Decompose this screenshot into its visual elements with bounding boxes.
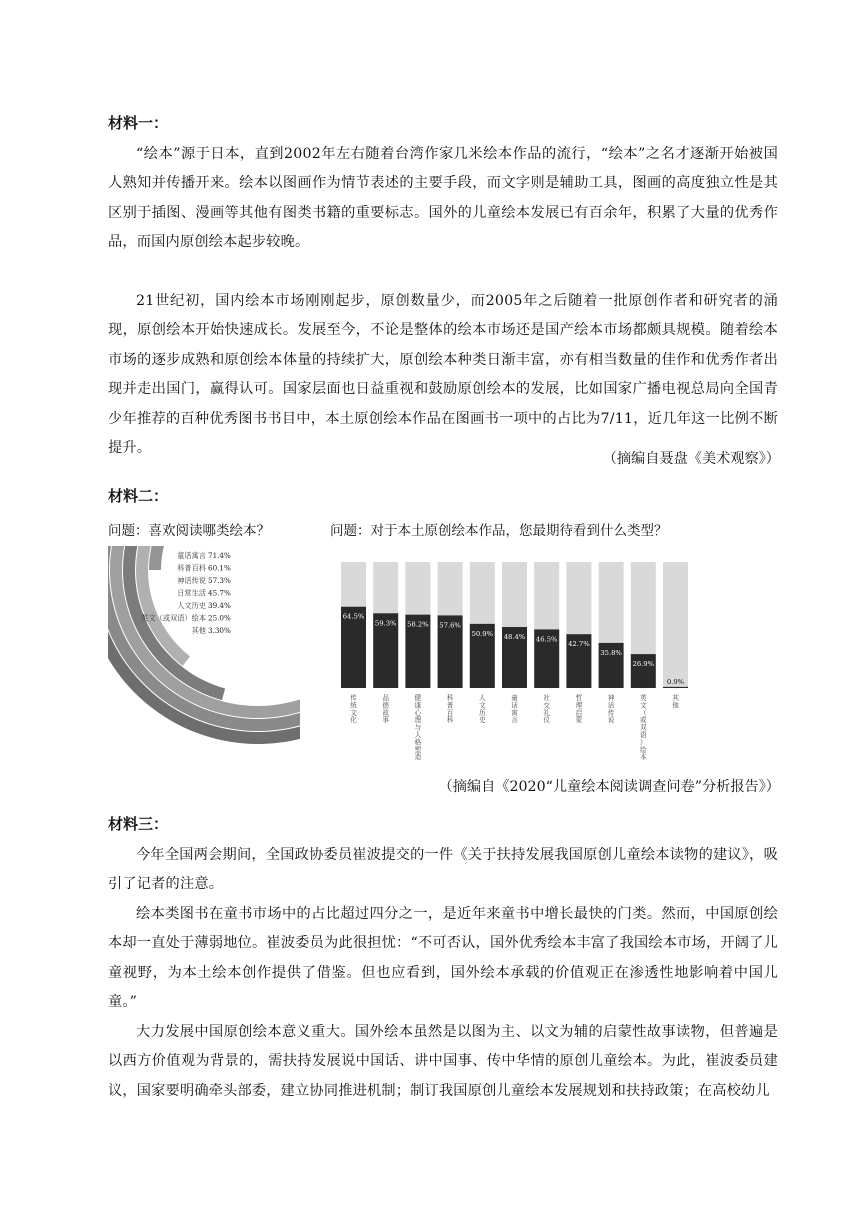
bar-category-label-char: 健	[414, 694, 422, 702]
bar-category-label-char: 英	[640, 694, 647, 702]
bar-category-label-char: 寓	[511, 708, 518, 717]
bar-category-label-char: 语	[640, 731, 647, 739]
bar-category-label-char: 话	[511, 701, 518, 710]
material2-source: （摘编自《2020“儿童绘本阅读调查问卷”分析报告》）	[438, 779, 780, 795]
bar-category-label-char: 双	[640, 723, 647, 732]
bar-category-label-char: 理	[414, 716, 422, 725]
question-2: 问题：对于本土原创绘本作品，您最期待看到什么类型？	[330, 523, 668, 539]
radial-value-label: 57.3%	[208, 576, 231, 585]
bar-value-label: 64.5%	[342, 612, 365, 621]
bar-category-label-char: 历	[479, 708, 486, 717]
radial-value-label: 39.4%	[208, 601, 231, 610]
question-1: 问题：喜欢阅读哪类绘本？	[108, 523, 270, 539]
bar-chart	[336, 558, 694, 764]
bar-value-label: 58.2%	[407, 620, 429, 629]
bar-category-label-char: 传	[607, 708, 615, 717]
bar-category-label-char: 神	[607, 694, 615, 702]
radial-value-label: 60.1%	[208, 563, 231, 573]
bar-category-label-char: 德	[382, 701, 389, 710]
radial-value-label: 3.30%	[208, 626, 231, 635]
bar-category-label-char: 社	[543, 694, 550, 702]
bar-category-label-char: 人	[414, 731, 422, 739]
material3-paragraph-1: 今年全国两会期间，全国政协委员崔波提交的一件《关于扶持发展我国原创儿童绘本读物的建议》，吸引了记者的注意。	[108, 847, 778, 893]
bar-category-label-char: （	[640, 708, 647, 717]
bar-category-label-char: 传	[350, 694, 357, 702]
bar-category-label-char: 文	[479, 701, 486, 710]
bar-category-label-char: ）	[640, 738, 647, 747]
bar-category-label-char: 格	[414, 738, 422, 747]
material3-paragraph-3: 大力发展中国原创绘本意义重大。国外绘本虽然是以图为主、以文为辅的启蒙性故事读物，但普遍是以西方价值观为背景的，需扶持发展说中国话、讲中国事、传中华情的原创儿童绘本。为此，崔波委员建议，国家要明确牵头部委，建立协同推进机制；制订我国原创儿童绘本发展规划和扶持政策；在高校幼儿	[108, 1024, 778, 1099]
bar-category-label-char: 造	[414, 753, 422, 762]
bar-category-label-char: 文	[350, 708, 357, 717]
radial-value-label: 25.0%	[208, 613, 231, 623]
bar-category-label-char: 说	[607, 716, 615, 725]
material1-source: （摘编自聂盘《美术观察》）	[602, 451, 780, 467]
bar-category-label-char: 他	[672, 701, 679, 710]
bar-category-label-char: 史	[479, 716, 486, 725]
bar-category-label-char: 文	[640, 701, 647, 710]
radial-category-label: 英文（或双语）绘本	[141, 613, 206, 623]
material1-heading: 材料一：	[108, 114, 169, 132]
bar-category-label-char: 化	[350, 716, 357, 725]
bar-category-label-char: 言	[511, 716, 518, 725]
bar-category-label-char: 交	[543, 701, 550, 710]
radial-value-label: 71.4%	[208, 551, 231, 560]
bar-category-label-char: 蒙	[575, 716, 583, 725]
bar-category-label-char: 话	[607, 701, 615, 710]
material1-paragraph-1: “绘本”源于日本，直到2002年左右随着台湾作家几米绘本作品的流行，“绘本”之名才逐渐开始被国人熟知并传播开来。绘本以图画作为情节表述的主要手段，而文字则是辅助工具，图画的高度独立性是其区别于插图、漫画等其他有图类书籍的重要标志。国外的儿童绘本发展已有百余年，积累了大量的优秀作品，而国内原创绘本起步较晚。	[108, 146, 778, 251]
bar-value-label: 46.5%	[535, 635, 558, 644]
bar-value-label: 35.8%	[600, 648, 622, 657]
bar-category-label-char: 事	[382, 716, 389, 725]
radial-category-label: 其他	[191, 626, 206, 635]
bar-category-label-char: 童	[511, 694, 518, 702]
bar-value-label: 0.9%	[666, 678, 685, 686]
radial-value-label: 45.7%	[208, 588, 231, 598]
bar-category-label-char: 统	[350, 701, 357, 710]
bar-background	[663, 562, 688, 688]
bar-value-label: 50.9%	[471, 629, 494, 638]
bar-value-label: 26.9%	[632, 660, 655, 669]
bar-category-label-char: 与	[414, 723, 422, 732]
bar-category-label-char: 普	[446, 701, 454, 710]
bar-category-label-char: 本	[640, 753, 647, 762]
radial-category-label: 人文历史	[177, 601, 206, 610]
material2-heading: 材料二：	[108, 487, 169, 505]
bar-category-label-char: 科	[446, 694, 454, 702]
bar-category-label-char: 百	[446, 708, 454, 717]
bar-category-label-char: 理	[575, 701, 583, 710]
bar-category-label-char: 人	[479, 694, 486, 702]
bar-category-label-char: 哲	[575, 694, 583, 702]
bar-category-label-char: 或	[640, 716, 647, 725]
material1-paragraph-2: 21世纪初，国内绘本市场刚刚起步，原创数量少，而2005年之后随着一批原创作者和研究者的涌现，原创绘本开始快速成长。发展至今，不论是整体的绘本市场还是国产绘本市场都颇具规模。随着绘本市场的逐步成熟和原创绘本体量的持续扩大，原创绘本种类日渐丰富，亦有相当数量的佳作和优秀作者出现并走出国门，赢得认可。国家层面也日益重视和鼓励原创绘本的发展，比如国家广播电视总局向全国青少年推荐的百种优秀图书书目中，本土原创绘本作品在图画书一项中的占比为7/11，近几年这一比例不断提升。	[108, 293, 778, 457]
bar-category-label-char: 其	[672, 694, 679, 702]
bar-category-label-char: 礼	[543, 708, 550, 717]
bar-category-label-char: 故	[382, 708, 389, 717]
bar-category-label-char: 塑	[414, 745, 422, 754]
bar	[663, 687, 688, 688]
bar-value-label: 57.6%	[439, 621, 461, 630]
bar-category-label-char: 绘	[640, 745, 647, 754]
bar-category-label-char: 心	[414, 708, 422, 717]
bar-category-label-char: 科	[446, 716, 454, 725]
bar-category-label-char: 康	[414, 701, 422, 710]
bar-category-label-char: 仪	[543, 716, 550, 725]
radial-bar-chart	[108, 546, 300, 744]
bar-value-label: 42.7%	[568, 640, 590, 649]
material3-paragraph-2: 绘本类图书在童书市场中的占比超过四分之一，是近年来童书中增长最快的门类。然而，中国原创绘本却一直处于薄弱地位。崔波委员为此很担忧：“不可否认，国外优秀绘本丰富了我国绘本市场，开阔了儿童视野，为本土绘本创作提供了借鉴。但也应看到，国外绘本承载的价值观正在渗透性地影响着中国儿童。”	[108, 906, 778, 1011]
bar-category-label-char: 品	[382, 694, 389, 702]
radial-category-label: 神话传说	[177, 576, 206, 585]
material3-heading: 材料三：	[108, 815, 169, 833]
radial-category-label: 科普百科	[177, 563, 206, 573]
bar-value-label: 59.3%	[374, 619, 397, 628]
bar-value-label: 48.4%	[503, 633, 526, 642]
bar-category-label-char: 启	[575, 708, 583, 717]
radial-category-label: 日常生活	[177, 588, 206, 598]
radial-category-label: 童话寓言	[177, 551, 206, 560]
